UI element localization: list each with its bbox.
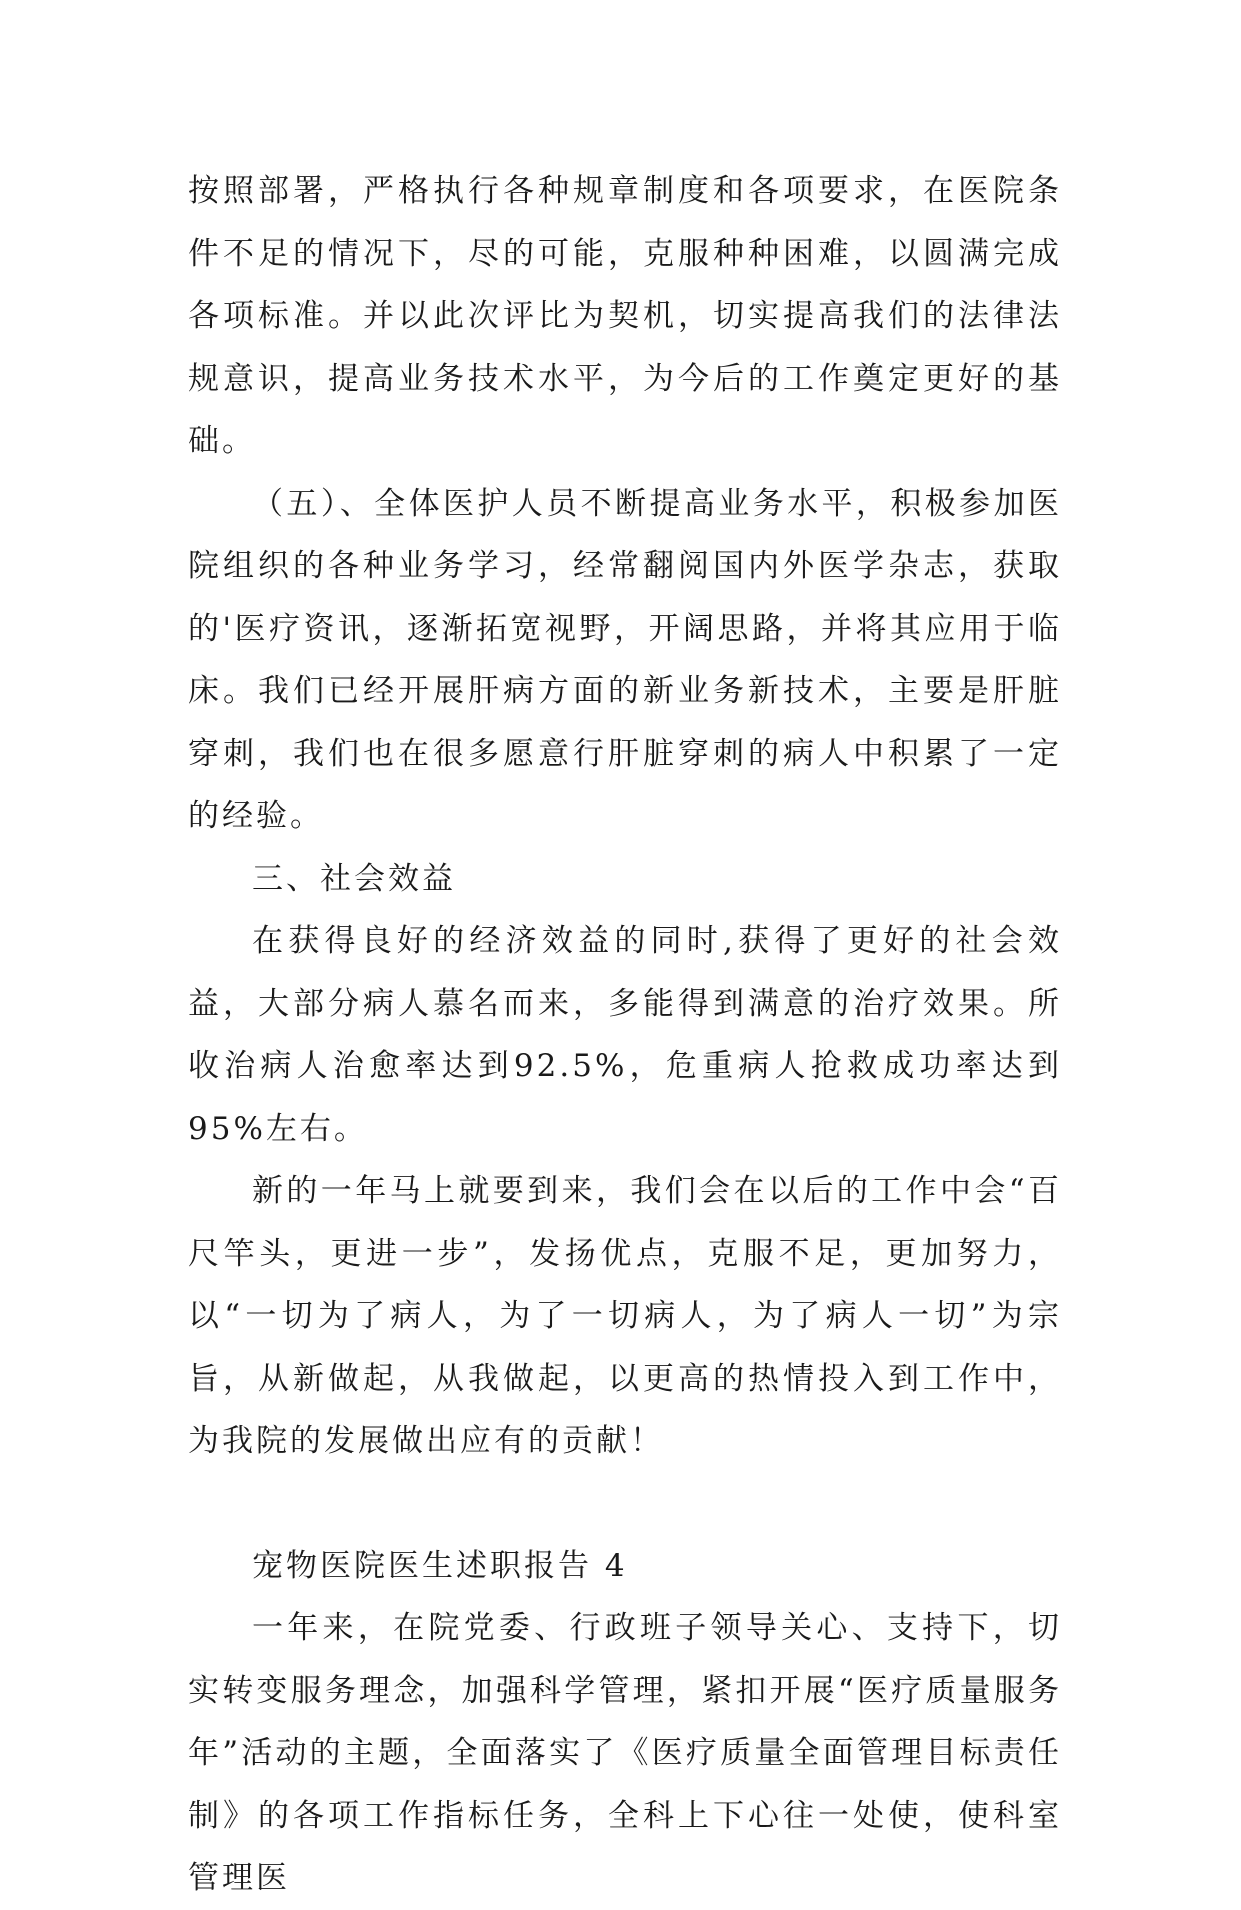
section-heading-social-benefits: 三、社会效益 [252,860,456,897]
paragraph-spacer [188,1473,1062,1535]
paragraph-report-intro: 一年来，在院党委、行政班子领导关心、支持下，切实转变服务理念，加强科学管理，紧扣开展“医疗质量服务年”活动的主题，全面落实了《医疗质量全面管理目标责任制》的各项工作指标任务，全科上下心往一处使，使科室管理医 [188,1610,1062,1896]
paragraph-staff-training: （五）、全体医护人员不断提高业务水平，积极参加医院组织的各种业务学习，经常翻阅国内外医学杂志，获取的'医疗资讯，逐渐拓宽视野，开阔思路，并将其应用于临床。我们已经开展肝病方面的新业务新技术，主要是肝脏穿刺，我们也在很多愿意行肝脏穿刺的病人中积累了一定的经验。 [188,485,1062,834]
paragraph-new-year-outlook: 新的一年马上就要到来，我们会在以后的工作中会“百尺竿头，更进一步”，发扬优点，克服不足，更加努力，以“一切为了病人，为了一切病人，为了病人一切”为宗旨，从新做起，从我做起，以更高的热情投入到工作中，为我院的发展做出应有的贡献！ [188,1173,1062,1459]
paragraph-compliance: 按照部署，严格执行各种规章制度和各项要求，在医院条件不足的情况下，尽的可能，克服种种困难，以圆满完成各项标准。并以此次评比为契机，切实提高我们的法律法规意识，提高业务技术水平，为今后的工作奠定更好的基础。 [188,173,1062,459]
paragraph-social-benefits: 在获得良好的经济效益的同时,获得了更好的社会效益，大部分病人慕名而来，多能得到满意的治疗效果。所收治病人治愈率达到92.5%，危重病人抢救成功率达到95%左右。 [188,923,1062,1147]
document-body [188,160,1062,1910]
report-title: 宠物医院医生述职报告 4 [252,1547,628,1584]
